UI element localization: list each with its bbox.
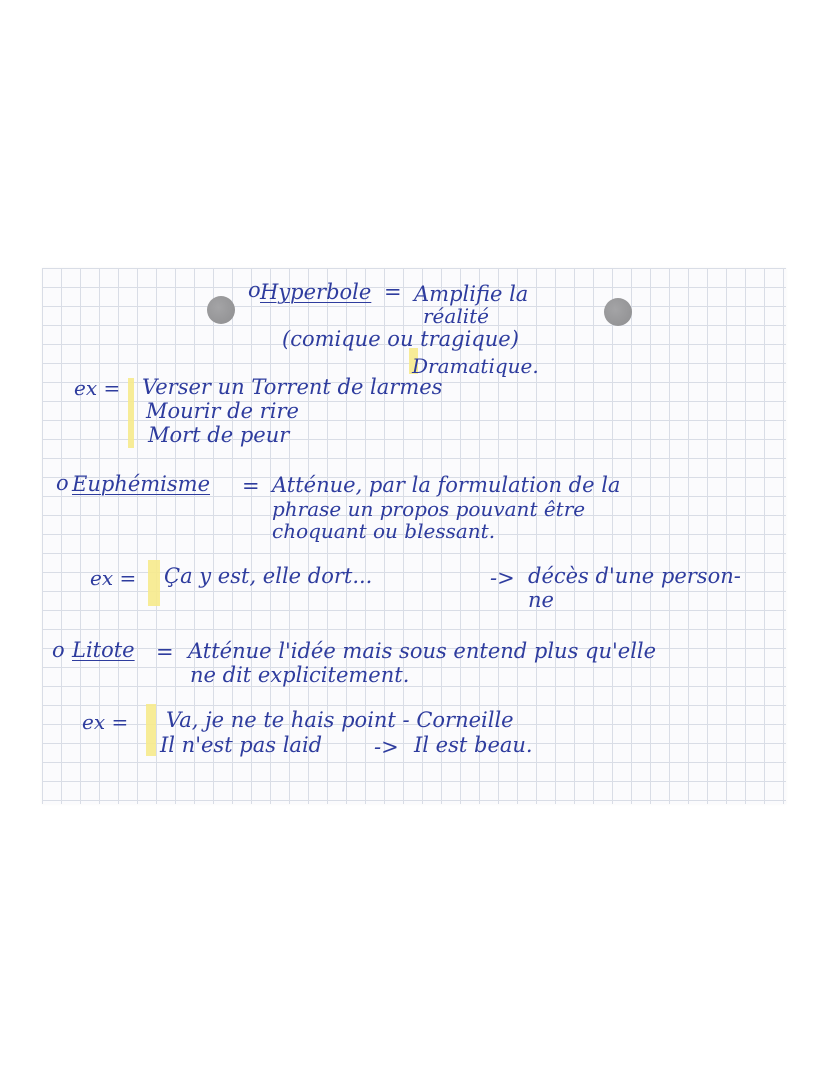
litote-def-line1: Atténue l'idée mais sous entend plus qu'elle: [188, 639, 657, 663]
example-label: ex =: [74, 376, 121, 400]
litote-def-line2: ne dit explicitement.: [190, 663, 410, 687]
term-hyperbole: Hyperbole: [260, 280, 372, 304]
bullet: o: [56, 471, 69, 495]
example-label: ex =: [82, 710, 129, 734]
hyperbole-example-1: Verser un Torrent de larmes: [142, 375, 443, 399]
equals-sign: =: [384, 280, 402, 304]
litote-example-1: Va, je ne te hais point - Corneille: [166, 708, 514, 732]
punch-hole-left: [207, 296, 235, 324]
hyperbole-def-line2: réalité: [423, 304, 489, 328]
bullet: o: [248, 278, 261, 302]
highlight-mark: [148, 560, 160, 606]
hyperbole-example-3: Mort de peur: [148, 423, 290, 447]
equals-sign: =: [242, 474, 260, 498]
hyperbole-def-line4: Dramatique.: [412, 354, 539, 378]
hyperbole-def-line1: Amplifie la: [414, 282, 529, 306]
euphemisme-result-line2: ne: [528, 588, 554, 612]
term-litote: Litote: [72, 638, 135, 662]
euphemisme-def-line3: choquant ou blessant.: [272, 519, 496, 543]
euphemisme-def-line1: Atténue, par la formulation de la: [272, 473, 621, 497]
example-label: ex =: [90, 566, 137, 590]
hyperbole-example-2: Mourir de rire: [146, 399, 299, 423]
euphemisme-result-line1: décès d'une person-: [528, 564, 741, 588]
punch-hole-right: [604, 298, 632, 326]
bullet: o: [52, 638, 65, 662]
highlight-mark: [128, 378, 134, 448]
arrow: ->: [374, 735, 399, 759]
term-euphemisme: Euphémisme: [72, 472, 210, 496]
arrow: ->: [490, 566, 515, 590]
hyperbole-def-line3: (comique ou tragique): [282, 327, 519, 351]
litote-example-2b: Il est beau.: [414, 733, 533, 757]
highlight-mark: [146, 704, 156, 756]
euphemisme-example: Ça y est, elle dort...: [164, 564, 373, 588]
euphemisme-def-line2: phrase un propos pouvant être: [272, 497, 586, 521]
equals-sign: =: [156, 640, 174, 664]
grid-index-card: [42, 268, 786, 804]
litote-example-2a: Il n'est pas laid: [160, 733, 323, 757]
